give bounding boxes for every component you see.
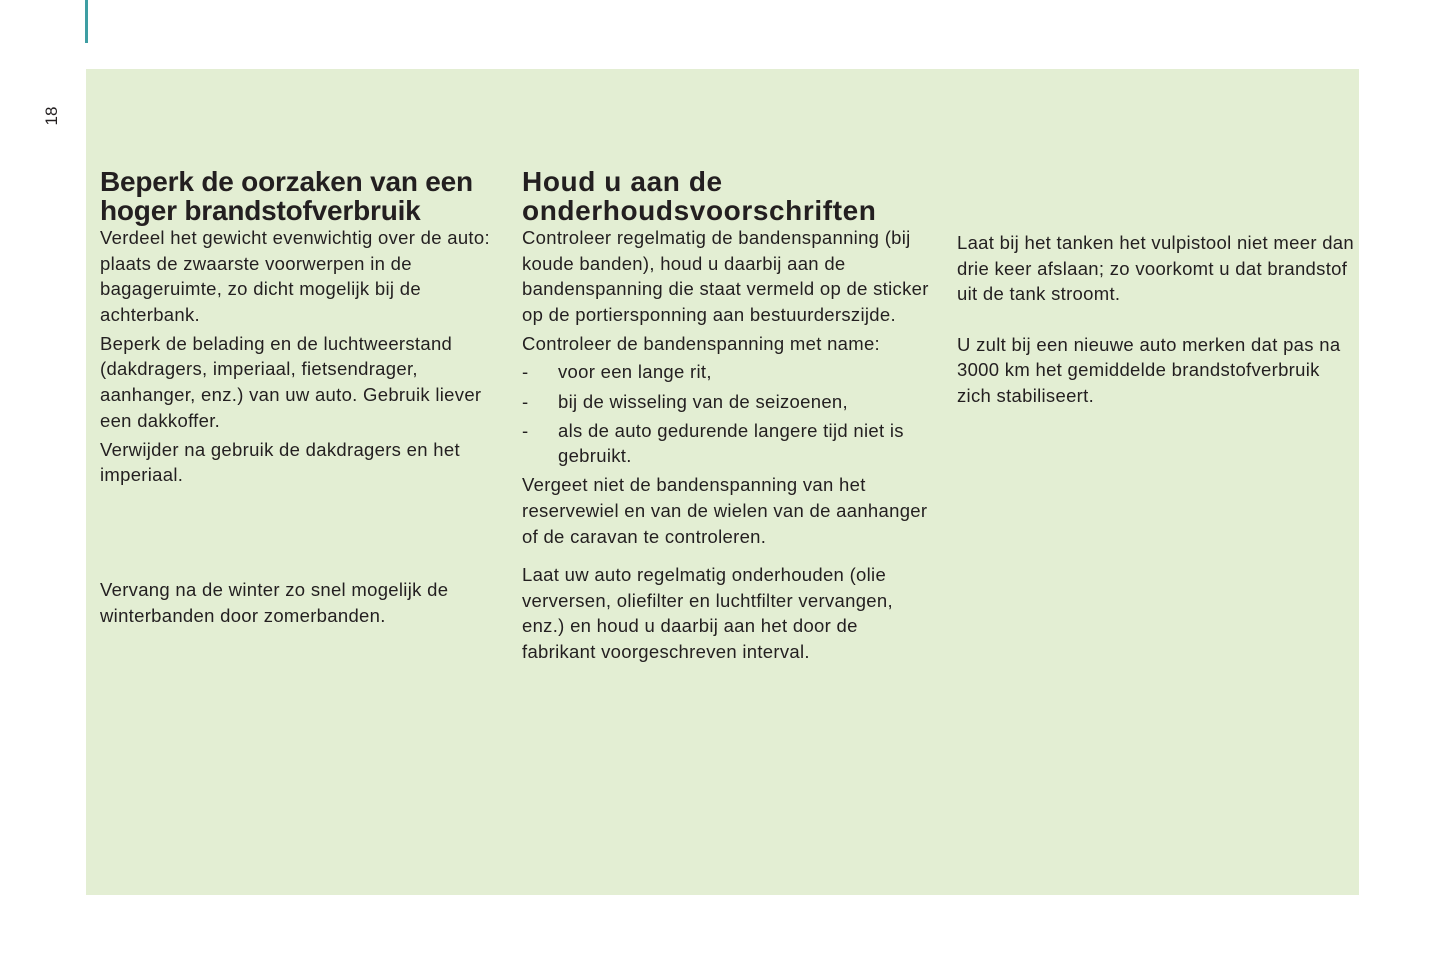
paragraph-load: Beperk de belading en de luchtweerstand (dakdragers, imperiaal, fietsendrager, aanhanger, enz.) van uw auto. Gebruik liever een dakkoffer.: [100, 332, 482, 431]
paragraph-weight: Verdeel het gewicht evenwichtig over de auto: plaats de zwaarste voorwerpen in de bagageruimte, zo dicht mogelijk bij de achterbank.: [100, 227, 490, 325]
paragraph-check-when: Controleer de bandenspanning met name:: [522, 332, 880, 354]
list-item: - bij de wisseling van de seizoenen,: [522, 389, 932, 415]
column-maintenance: [522, 167, 932, 665]
heading-fuel-consumption: Beperk de oorzaken van een hoger brandstofverbruik: [100, 166, 473, 226]
bullet-dash: -: [522, 361, 529, 383]
bullet-dash: -: [522, 419, 529, 441]
paragraph-roof-bars: Verwijder na gebruik de dakdragers en het imperiaal.: [100, 438, 460, 486]
column-refuelling: [957, 230, 1357, 409]
column-fuel-consumption: [100, 167, 500, 628]
list-item: - voor een lange rit,: [522, 359, 932, 385]
paragraph-service: Laat uw auto regelmatig onderhouden (olie verversen, oliefilter en luchtfilter vervangen, enz.) en houd u daarbij aan het door de fabrikant voorgeschreven interval.: [522, 564, 893, 662]
paragraph-tyre-pressure: Controleer regelmatig de bandenspanning (bij koude banden), houd u daarbij aan de bandenspanning die staat vermeld op de sticker op de portiersponning aan bestuurderszijde.: [522, 227, 929, 325]
bullet-dash: -: [522, 390, 529, 412]
paragraph-new-car: U zult bij een nieuwe auto merken dat pas na 3000 km het gemiddelde brandstofverbruik zich stabiliseert.: [957, 333, 1341, 406]
tyre-check-list: [522, 359, 932, 468]
heading-maintenance: Houd u aan de onderhoudsvoorschriften: [522, 166, 877, 226]
paragraph-winter-tyres: Vervang na de winter zo snel mogelijk de winterbanden door zomerbanden.: [100, 578, 449, 626]
paragraph-refuelling: Laat bij het tanken het vulpistool niet meer dan drie keer afslaan; zo voorkomt u dat brandstof uit de tank stroomt.: [957, 232, 1354, 305]
list-item: - als de auto gedurende langere tijd niet is gebruikt.: [522, 419, 904, 467]
accent-bar: [85, 0, 88, 43]
page-number: 18: [42, 106, 61, 126]
paragraph-spare-wheel: Vergeet niet de bandenspanning van het reservewiel en van de wielen van de aanhanger of de caravan te controleren.: [522, 474, 928, 547]
